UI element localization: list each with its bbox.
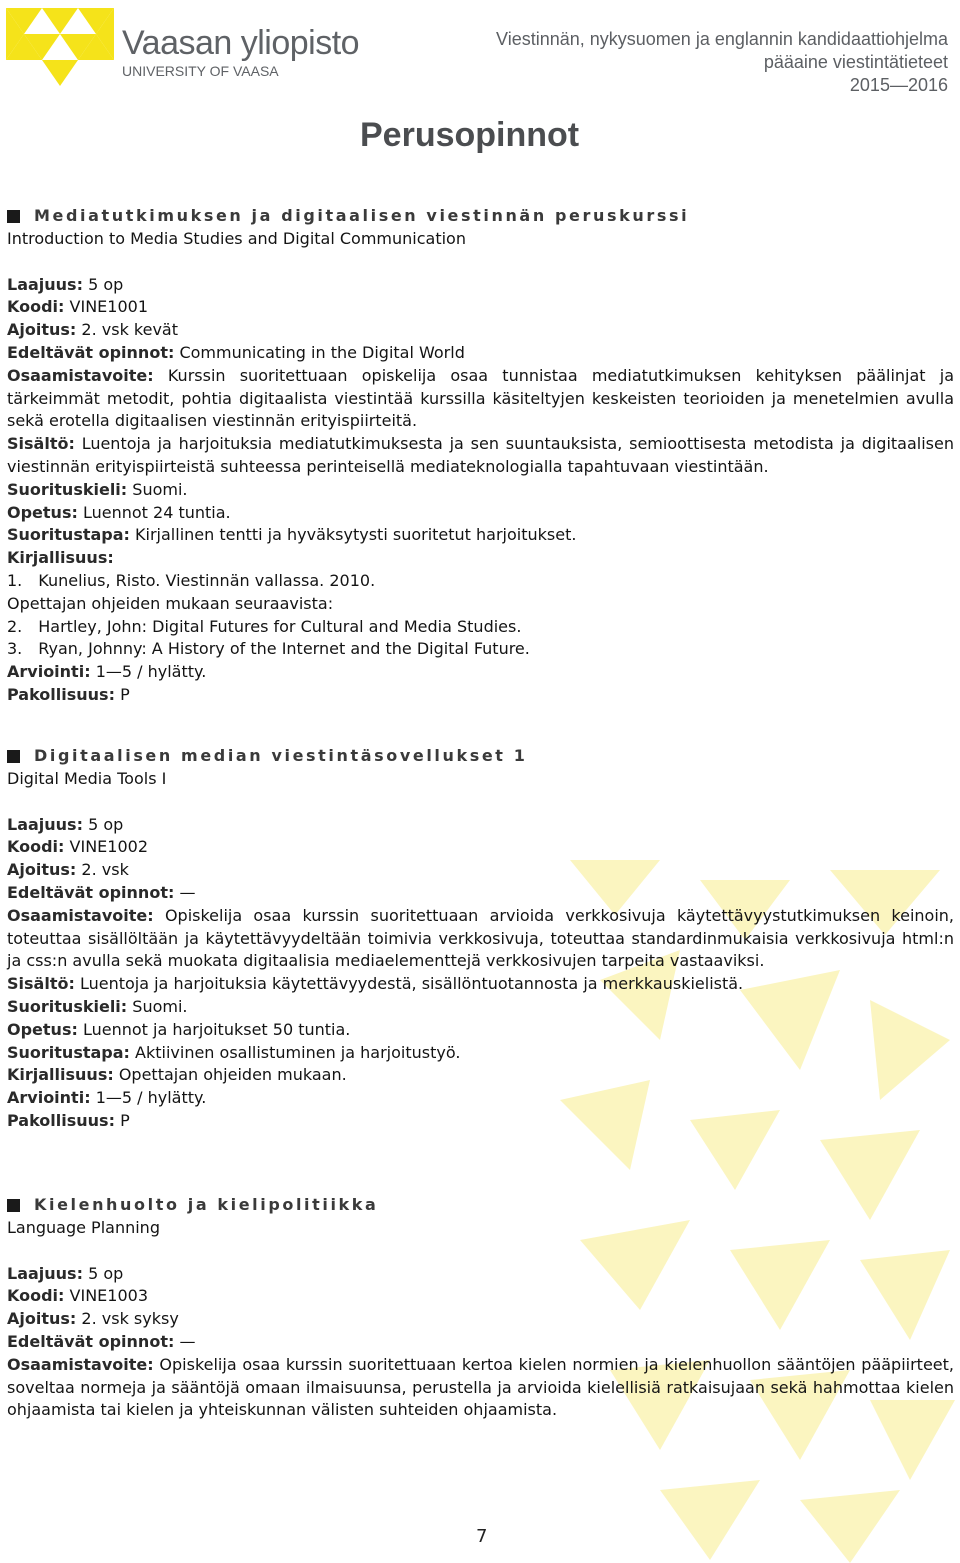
- prerequisites-label: Edeltävät opinnot:: [7, 882, 175, 902]
- header-year: 2015—2016: [849, 75, 948, 95]
- course-completion: [7, 524, 954, 547]
- mandatory-value: P: [120, 1110, 130, 1130]
- objectives-text: Kurssin suoritettuaan opiskelija osaa tunnistaa mediatutkimuksen kehityksen päälinjat ja tärkeimmät metodit, pohtia digitaalista viestintää kurssilla käsiteltyjen keskeisten teorioiden ja menetelmien avulla sekä erotella digitaalisen viestinnän erityispiirteitä.: [7, 365, 954, 431]
- bullet-square-icon: [7, 210, 20, 223]
- course-language: [7, 479, 954, 502]
- code-label: Koodi:: [7, 837, 65, 857]
- timing-label: Ajoitus:: [7, 860, 77, 880]
- completion-label: Suoritustapa:: [7, 1042, 130, 1062]
- timing-value: 2. vsk kevät: [81, 320, 178, 340]
- course-timing: [7, 1308, 954, 1331]
- course-section: [7, 1194, 954, 1422]
- course-timing: [7, 319, 954, 342]
- teaching-label: Opetus:: [7, 502, 78, 522]
- course-heading: [7, 1194, 954, 1217]
- code-label: Koodi:: [7, 297, 65, 317]
- code-label: Koodi:: [7, 1286, 65, 1306]
- prerequisites-value: —: [179, 882, 196, 902]
- code-value: VINE1001: [69, 297, 148, 317]
- objectives-label: Osaamistavoite:: [7, 905, 154, 925]
- course-prerequisites: [7, 1331, 954, 1354]
- course-title: Mediatutkimuksen ja digitaalisen viestinnän peruskurssi: [34, 206, 690, 226]
- university-name: [122, 26, 359, 80]
- course-objectives: [7, 905, 954, 973]
- course-credits: [7, 274, 954, 297]
- content-text: Luentoja ja harjoituksia mediatutkimuksesta ja sen suuntauksista, semioottisesta metodista ja digitaalisen viestinnän erityispiirteistä suhteessa perinteisellä mediateknologialla tapahtuvaan viestintään.: [7, 434, 954, 476]
- course-teaching: [7, 1019, 954, 1042]
- course-credits: [7, 814, 954, 837]
- course-content: [7, 973, 954, 996]
- prerequisites-value: —: [179, 1331, 196, 1351]
- mandatory-value: P: [120, 684, 130, 704]
- grading-value: 1—5 / hylätty.: [95, 662, 207, 682]
- language-value: Suomi.: [132, 479, 188, 499]
- logo-name: Vaasan yliopisto: [122, 24, 360, 62]
- content-label: Sisältö:: [7, 974, 75, 994]
- prerequisites-value: Communicating in the Digital World: [179, 342, 465, 362]
- course-title: Digitaalisen median viestintäsovellukset 1: [34, 746, 528, 766]
- credits-value: 5 op: [88, 274, 124, 294]
- course-grading: [7, 1087, 954, 1110]
- completion-value: Kirjallinen tentti ja hyväksytysti suoritetut harjoitukset.: [135, 525, 577, 545]
- literature-item: Opettajan ohjeiden mukaan seuraavista:: [7, 593, 334, 613]
- course-timing: [7, 859, 954, 882]
- header-program: Viestinnän, nykysuomen ja englannin kandidaattiohjelma: [496, 29, 948, 49]
- course-objectives: [7, 365, 954, 433]
- course-code: [7, 836, 954, 859]
- course-objectives: [7, 1354, 954, 1422]
- literature-item: 3. Ryan, Johnny: A History of the Internet and the Digital Future.: [7, 639, 530, 659]
- university-logo-icon: [6, 8, 116, 88]
- course-section: [7, 745, 954, 1133]
- completion-value: Aktiivinen osallistuminen ja harjoitustyö.: [135, 1042, 461, 1062]
- timing-value: 2. vsk: [81, 860, 129, 880]
- credits-value: 5 op: [88, 814, 124, 834]
- header-major: pääaine viestintätieteet: [763, 52, 948, 72]
- course-literature: [7, 1064, 954, 1087]
- bullet-square-icon: [7, 750, 20, 763]
- objectives-text: Opiskelija osaa kurssin suoritettuaan kertoa kielen normien ja kielenhuollon sääntöjen pääpiirteet, soveltaa normeja ja sääntöjä omaan ilmaisuunsa, perustella ja arvioida kielellisiä ratkaisujaan sekä hahmottaa kielen ohjaamista tai kielen ja yhteiskunnan välisten suhteiden ohjaamista.: [7, 1354, 954, 1420]
- credits-value: 5 op: [88, 1263, 124, 1283]
- prerequisites-label: Edeltävät opinnot:: [7, 342, 175, 362]
- course-title: Kielenhuolto ja kielipolitiikka: [34, 1195, 379, 1215]
- timing-label: Ajoitus:: [7, 1309, 77, 1329]
- literature-item: 1. Kunelius, Risto. Viestinnän vallassa. 2010.: [7, 570, 376, 590]
- course-subtitle: Digital Media Tools I: [7, 769, 167, 788]
- bullet-square-icon: [7, 1199, 20, 1212]
- course-mandatory: [7, 1110, 954, 1133]
- course-heading: [7, 205, 954, 228]
- course-code: [7, 296, 954, 319]
- code-value: VINE1002: [69, 837, 148, 857]
- timing-label: Ajoitus:: [7, 320, 77, 340]
- literature-item: 2. Hartley, John: Digital Futures for Cultural and Media Studies.: [7, 616, 522, 636]
- course-credits: [7, 1263, 954, 1286]
- literature-value: Opettajan ohjeiden mukaan.: [118, 1065, 347, 1085]
- literature-label: Kirjallisuus:: [7, 548, 114, 568]
- literature-label: Kirjallisuus:: [7, 1065, 114, 1085]
- course-completion: [7, 1042, 954, 1065]
- course-language: [7, 996, 954, 1019]
- page-title: Perusopinnot: [360, 116, 580, 154]
- page-number: 7: [476, 1526, 488, 1547]
- language-value: Suomi.: [132, 996, 188, 1016]
- credits-label: Laajuus:: [7, 814, 83, 834]
- language-label: Suorituskieli:: [7, 479, 128, 499]
- completion-label: Suoritustapa:: [7, 525, 130, 545]
- course-code: [7, 1285, 954, 1308]
- teaching-label: Opetus:: [7, 1019, 78, 1039]
- objectives-text: Opiskelija osaa kurssin suoritettuaan arvioida verkkosivuja käytettävyystutkimuksen keinoin, toteuttaa sisällöltään ja käytettävyydeltään toimivia verkkosivuja, toteuttaa standardinmukaisia verkkosivuja html:n ja css:n avulla sekä muokata digitaalisia mediaelementtejä verkkosivujen tarpeita vastaaviksi.: [7, 905, 954, 971]
- teaching-value: Luennot 24 tuntia.: [82, 502, 231, 522]
- language-label: Suorituskieli:: [7, 996, 128, 1016]
- course-prerequisites: [7, 342, 954, 365]
- objectives-label: Osaamistavoite:: [7, 1354, 154, 1374]
- credits-label: Laajuus:: [7, 274, 83, 294]
- course-prerequisites: [7, 882, 954, 905]
- course-subtitle: Language Planning: [7, 1218, 160, 1237]
- prerequisites-label: Edeltävät opinnot:: [7, 1331, 175, 1351]
- timing-value: 2. vsk syksy: [81, 1309, 179, 1329]
- course-content: [7, 433, 954, 479]
- content-label: Sisältö:: [7, 434, 75, 454]
- grading-value: 1—5 / hylätty.: [95, 1088, 207, 1108]
- code-value: VINE1003: [69, 1286, 148, 1306]
- grading-label: Arviointi:: [7, 662, 91, 682]
- credits-label: Laajuus:: [7, 1263, 83, 1283]
- course-mandatory: [7, 684, 954, 707]
- course-subtitle: Introduction to Media Studies and Digital Communication: [7, 229, 466, 248]
- teaching-value: Luennot ja harjoitukset 50 tuntia.: [82, 1019, 351, 1039]
- course-section: [7, 205, 954, 707]
- document-header: [496, 28, 948, 97]
- course-heading: [7, 745, 954, 768]
- content-text: Luentoja ja harjoituksia käytettävyydestä, sisällöntuotannosta ja merkkauskielistä.: [79, 974, 744, 994]
- objectives-label: Osaamistavoite:: [7, 365, 154, 385]
- grading-label: Arviointi:: [7, 1088, 91, 1108]
- logo-subtitle: UNIVERSITY OF VAASA: [122, 63, 279, 79]
- mandatory-label: Pakollisuus:: [7, 684, 115, 704]
- mandatory-label: Pakollisuus:: [7, 1110, 115, 1130]
- course-grading: [7, 661, 954, 684]
- course-teaching: [7, 502, 954, 525]
